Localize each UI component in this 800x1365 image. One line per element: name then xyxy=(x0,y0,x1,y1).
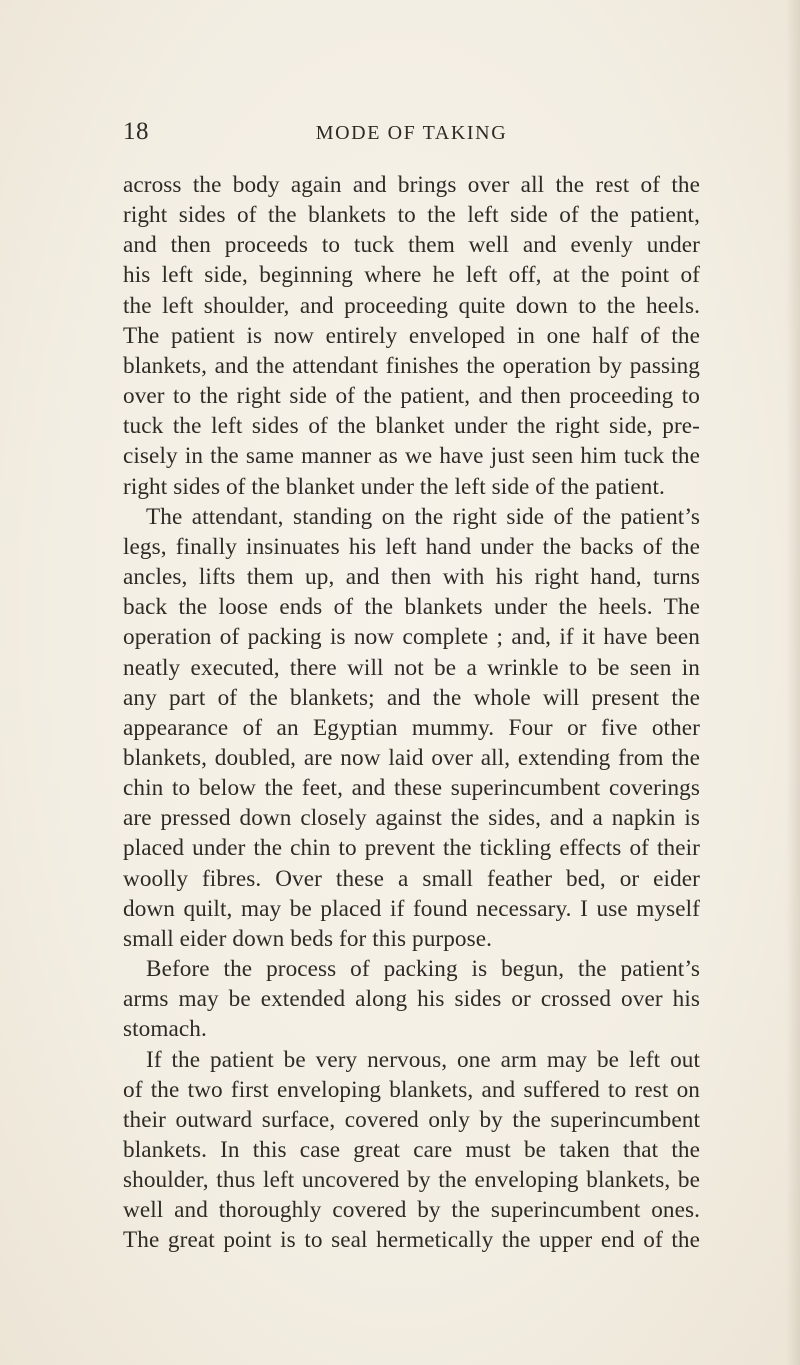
text-line: operation of packing is now complete ; and, if it have been xyxy=(123,624,700,651)
running-head: MODE OF TAKING xyxy=(315,122,508,144)
text-line: and then proceeds to tuck them well and evenly under xyxy=(123,232,700,259)
text-line: appearance of an Egyptian mummy. Four or five other xyxy=(123,714,700,741)
text-line: placed under the chin to prevent the tickling effects of their xyxy=(123,835,700,862)
text-line: Before the process of packing is begun, the patient’s xyxy=(146,956,700,983)
text-line: legs, finally insinuates his left hand under the backs of the xyxy=(123,533,700,560)
text-line: blankets, doubled, are now laid over all, extending from the xyxy=(123,744,700,771)
text-line: ancles, lifts them up, and then with his right hand, turns xyxy=(123,564,700,591)
text-line: chin to below the feet, and these superincumbent coverings xyxy=(123,775,700,802)
text-line: of the two first enveloping blankets, and suffered to rest on xyxy=(123,1076,700,1103)
text-line: The patient is now entirely enveloped in one half of the xyxy=(123,322,700,349)
text-line: the left shoulder, and proceeding quite down to the heels. xyxy=(123,292,700,319)
text-line: The attendant, standing on the right side of the patient’s xyxy=(146,503,700,530)
text-line: shoulder, thus left uncovered by the enveloping blankets, be xyxy=(123,1167,700,1194)
text-line: well and thoroughly covered by the superincumbent ones. xyxy=(123,1197,700,1224)
page-edge-shadow xyxy=(786,0,800,1365)
text-line: small eider down beds for this purpose. xyxy=(123,925,493,952)
text-line: stomach. xyxy=(123,1016,207,1043)
text-line: their outward surface, covered only by the superincumbent xyxy=(123,1106,700,1133)
page-header xyxy=(123,118,700,154)
text-line: down quilt, may be placed if found necessary. I use myself xyxy=(123,895,700,922)
text-line: right sides of the blankets to the left side of the patient, xyxy=(123,202,700,229)
text-line: across the body again and brings over all the rest of the xyxy=(123,172,700,198)
page-number: 18 xyxy=(123,118,149,145)
text-line: right sides of the blanket under the left side of the patient. xyxy=(123,473,665,500)
text-line: The great point is to seal hermetically the upper end of the xyxy=(123,1227,700,1254)
text-line: If the patient be very nervous, one arm may be left out xyxy=(146,1046,700,1073)
text-line: arms may be extended along his sides or crossed over his xyxy=(123,986,700,1013)
text-line: tuck the left sides of the blanket under the right side, pre- xyxy=(123,413,700,440)
text-line: over to the right side of the patient, and then proceeding to xyxy=(123,383,700,410)
text-line: blankets. In this case great care must be taken that the xyxy=(123,1137,700,1163)
text-line: woolly fibres. Over these a small feather bed, or eider xyxy=(123,865,700,892)
text-line: cisely in the same manner as we have just seen him tuck the xyxy=(123,443,700,470)
text-line: neatly executed, there will not be a wrinkle to be seen in xyxy=(123,654,700,681)
text-line: back the loose ends of the blankets under the heels. The xyxy=(123,594,700,621)
text-line: his left side, beginning where he left off, at the point of xyxy=(123,262,700,289)
text-line: blankets, and the attendant finishes the operation by passing xyxy=(123,352,700,379)
text-line: are pressed down closely against the sides, and a napkin is xyxy=(123,805,700,832)
body-text xyxy=(123,170,700,1256)
text-line: any part of the blankets; and the whole will present the xyxy=(123,684,700,711)
